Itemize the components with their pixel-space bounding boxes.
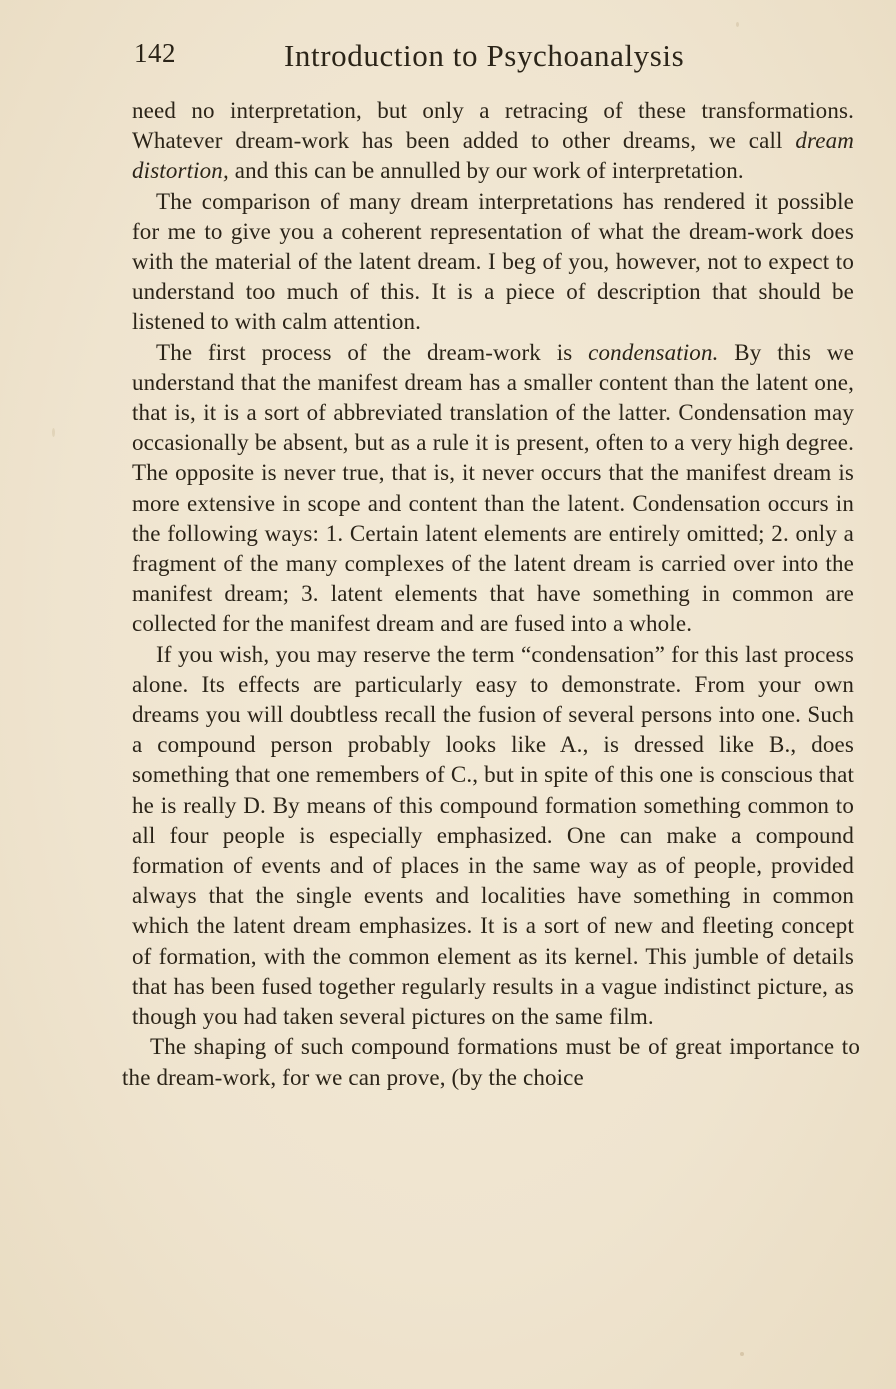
paragraph-3-after: By this we understand that the manifest dream has a smaller content than the latent one, that is, it is a sort of abbreviated translation of the latter. Condensation may occasionally be absent, but as a rule it is present, often to a very high degree. The opposite is never true, that is, it never occurs that the manifest dream is more extensive in scope and content than the latent. Condensation occurs in the following ways: 1. Certain latent elements are entirely omitted; 2. only a fragment of the many complexes of the latent dream is carried over into the manifest dream; 3. latent elements that have something in common are collected for the manifest dream and are fused into a whole. [132,339,854,637]
paragraph-4: If you wish, you may reserve the term “condensation” for this last process alone. Its effects are particularly easy to demonstrate. From your own dreams you will doubtless recall the fusion of several persons into one. Such a compound person probably looks like A., is dressed like B., does something that one remembers of C., but in spite of this one is conscious that he is really D. By means of this compound formation something common to all four people is especially emphasized. One can make a compound formation of events and of places in the same way as of people, provided always that the single events and localities have something in common which the latent dream emphasizes. It is a sort of new and fleeting concept of formation, with the common element as its kernel. This jumble of details that has been fused together regularly results in a vague indistinct picture, as though you had taken several pictures on the same film. [132,641,854,1030]
paragraph-3-before: The first process of the dream-work is [156,339,589,365]
term-dream-distortion: dream distortion, [132,128,854,184]
paragraph-3 [132,338,854,640]
paper-speck [736,22,739,27]
running-head: Introduction to Psychoanalysis [284,38,685,73]
paragraph-1 [132,96,854,187]
page-number: 142 [134,38,176,68]
paragraph-1-before: need no interpretation, but only a retracing of these transformations. Whatever dream-work has been added to other dreams, we call [132,98,854,154]
body-text [122,96,860,1093]
paper-speck [52,428,55,437]
paragraph-2: The comparison of many dream interpretations has rendered it possible for me to give you a coherent representation of what the dream-work does with the material of the latent dream. I beg of you, however, not to expect to understand too much of this. It is a piece of description that should be listened to with calm attention. [132,188,854,335]
term-condensation: condensation. [588,339,719,365]
paper-speck [740,1352,744,1356]
paragraph-1-after: and this can be annulled by our work of interpretation. [228,158,744,184]
paragraph-5: The shaping of such compound formations must be of great importance to the dream-work, for we can prove, (by the choice [122,1034,860,1090]
page-header [134,38,854,82]
